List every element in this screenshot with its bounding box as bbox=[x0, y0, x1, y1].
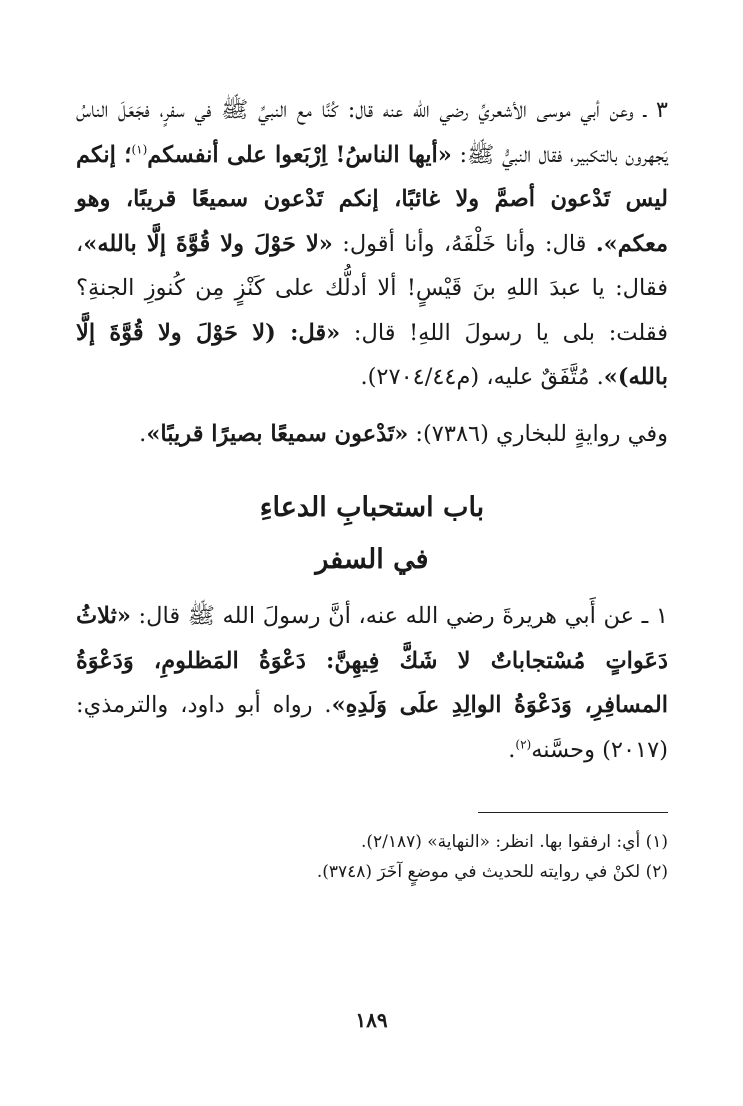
footnote-ref-1: (١) bbox=[131, 142, 148, 156]
chapter-title-line-2: في السفر bbox=[315, 544, 429, 575]
hadith-3-quote-3: «قل: (لا حَوْلَ ولا قُوَّةَ إلَّا بالله)» bbox=[76, 319, 668, 390]
bukhari-paragraph bbox=[76, 412, 668, 457]
hadith-1-end: . bbox=[508, 736, 516, 763]
page-number: ١٨٩ bbox=[355, 1008, 388, 1032]
hadith-3-dialogue: ، فقال: يا عبدَ اللهِ بنَ قَيْسٍ! ألا أدلُّك على كَنْزٍ مِن كُنوزِ الجنةِ؟ فقلت: بلى يا رسولَ اللهِ! قال: bbox=[76, 230, 668, 346]
hadith-1-source: . رواه أبو داود، والترمذي: (٢٠١٧) وحسَّنه bbox=[76, 692, 668, 763]
hadith-3-intro: ٣ ـ وعن أبي موسى الأشعريِّ رضي الله عنه قال: كُنَّا مع النبيِّ ﷺ في سفرٍ، فجَعَلَ الناسُ يَجهرون بالتكبير، فقال النبيُّ ﷺ: bbox=[76, 97, 668, 168]
footnote-ref-2: (٢) bbox=[515, 737, 532, 751]
hadith-3-quote-1: «أيها الناسُ! اِرْبَعوا على أنفسكم bbox=[147, 141, 452, 168]
chapter-title-line-1: باب استحبابِ الدعاءِ bbox=[259, 492, 485, 523]
hadith-1-intro: ١ ـ عن أَبي هريرةَ رضي الله عنه، أنَّ رسولَ الله ﷺ قال: bbox=[130, 603, 668, 629]
hadith-3-quote-1-cont: ؛ إنكم ليس تَدْعون أصمَّ ولا غائبًا، إنكم تَدْعون سميعًا قريبًا، وهو معكم». bbox=[76, 141, 669, 257]
bukhari-quote: «تَدْعون سميعًا بصيرًا قريبًا» bbox=[146, 420, 409, 447]
hadith-3-source: . مُتَّفَقٌ عليه، (م٢٧٠٤/٤٤). bbox=[360, 364, 604, 390]
bukhari-intro: وفي روايةٍ للبخاري (٧٣٨٦): bbox=[408, 420, 668, 447]
bukhari-end: . bbox=[139, 420, 147, 447]
hadith-1-quote: «ثلاثُ دَعَواتٍ مُسْتجاباتٌ لا شَكَّ فِيهِنَّ: دَعْوَةُ المَظلومِ، وَدَعْوَةُ المسافِرِ، وَدَعْوَةُ الوالِدِ علَى وَلَدِهِ» bbox=[76, 603, 668, 718]
hadith-paragraph-1 bbox=[76, 594, 668, 772]
footnote-divider bbox=[478, 812, 668, 813]
hadith-3-narration: قال: وأنا خَلْفَهُ، وأنا أقول: bbox=[332, 230, 596, 257]
hadith-3-quote-2: «لا حَوْلَ ولا قُوَّةَ إلَّا بالله» bbox=[83, 230, 333, 257]
footnote-1: (١) أي: ارفقوا بها. انظر: «النهاية» (٢/١٨٧). bbox=[360, 832, 668, 852]
page-body bbox=[76, 88, 668, 887]
footnote-2: (٢) لكنْ في روايته للحديث في موضعٍ آخَرَ (٣٧٤٨). bbox=[316, 862, 668, 882]
hadith-paragraph-3 bbox=[76, 88, 668, 400]
